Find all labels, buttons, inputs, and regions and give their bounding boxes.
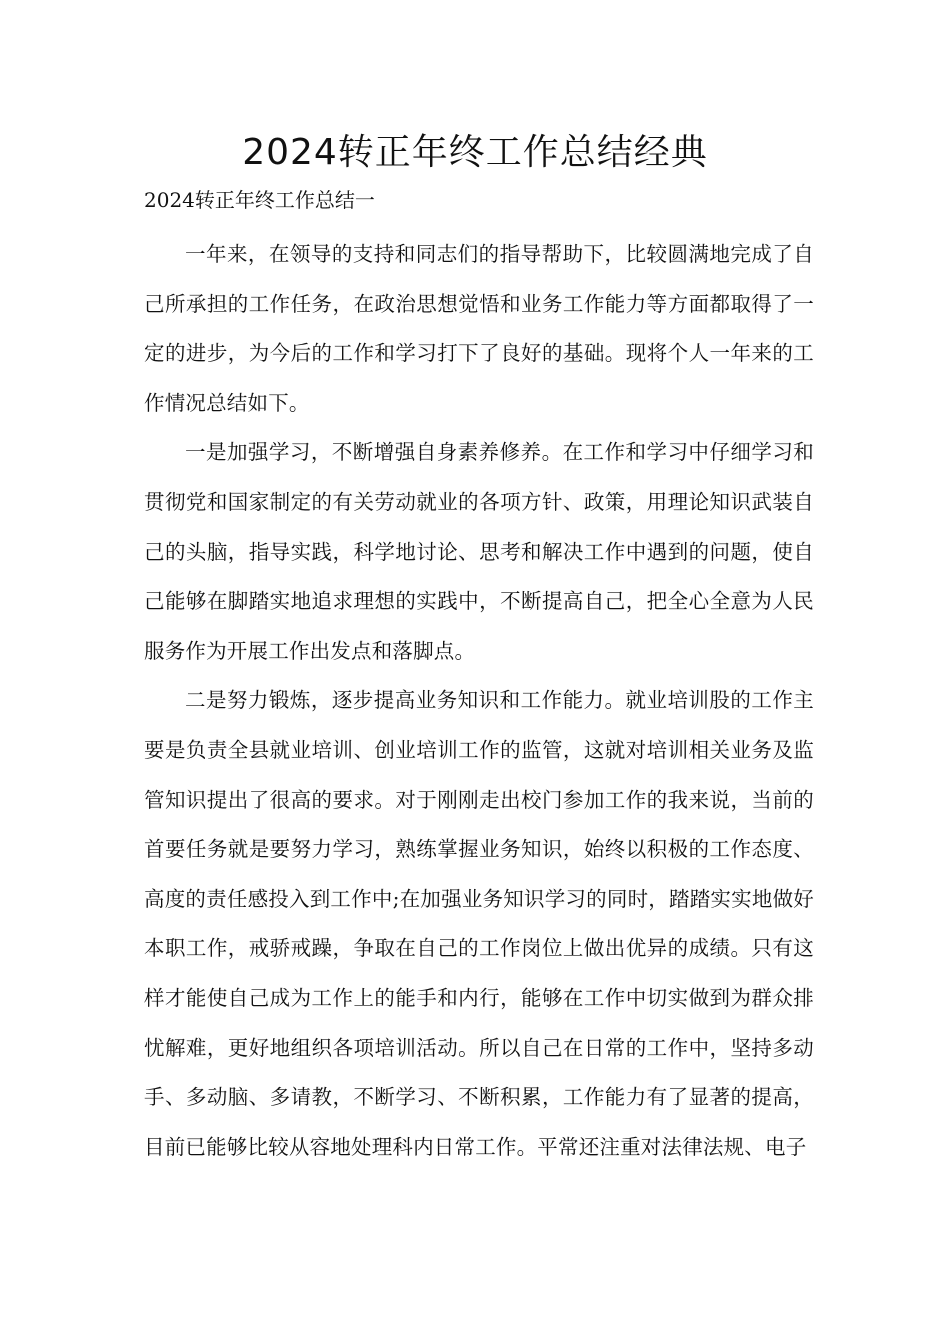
document-body [144,230,814,1172]
paragraph-intro: 一年来，在领导的支持和同志们的指导帮助下，比较圆满地完成了自己所承担的工作任务，在政治思想觉悟和业务工作能力等方面都取得了一定的进步，为今后的工作和学习打下了良好的基础。现将个人一年来的工作情况总结如下。 [144,242,814,415]
paragraph-point-two: 二是努力锻炼，逐步提高业务知识和工作能力。就业培训股的工作主要是负责全县就业培训、创业培训工作的监管，这就对培训相关业务及监管知识提出了很高的要求。对于刚刚走出校门参加工作的我来说，当前的首要任务就是要努力学习，熟练掌握业务知识，始终以积极的工作态度、高度的责任感投入到工作中;在加强业务知识学习的同时，踏踏实实地做好本职工作，戒骄戒躁，争取在自己的工作岗位上做出优异的成绩。只有这样才能使自己成为工作上的能手和内行，能够在工作中切实做到为群众排忧解难，更好地组织各项培训活动。所以自己在日常的工作中，坚持多动手、多动脑、多请教，不断学习、不断积累，工作能力有了显著的提高，目前已能够比较从容地处理科内日常工作。平常还注重对法律法规、电子 [144,688,814,1159]
section-subtitle: 2024转正年终工作总结一 [144,188,375,212]
document-title: 2024转正年终工作总结经典 [242,132,708,173]
paragraph-point-one: 一是加强学习，不断增强自身素养修养。在工作和学习中仔细学习和贯彻党和国家制定的有关劳动就业的各项方针、政策，用理论知识武装自己的头脑，指导实践，科学地讨论、思考和解决工作中遇到的问题，使自己能够在脚踏实地追求理想的实践中，不断提高自己，把全心全意为人民服务作为开展工作出发点和落脚点。 [144,440,814,663]
